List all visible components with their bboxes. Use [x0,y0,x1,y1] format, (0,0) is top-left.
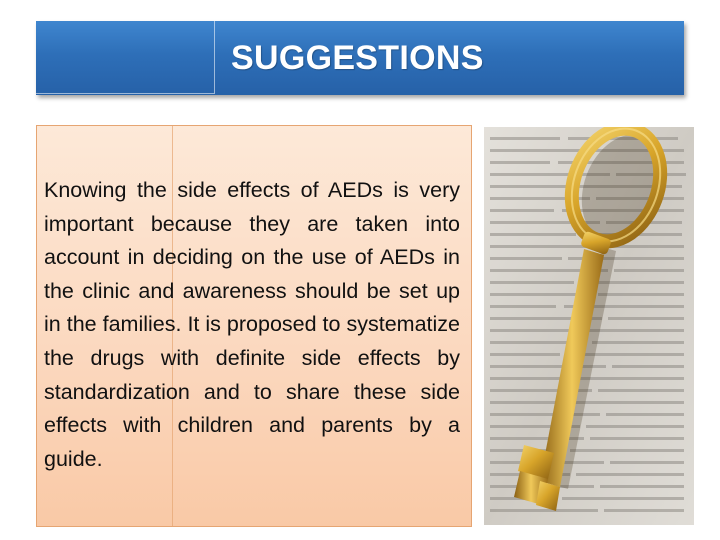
body-paragraph: Knowing the side effects of AEDs is very important because they are taken into account in deciding on the use of AEDs in the clinic and awareness should be set up in the families. It is proposed to systematize the drugs with definite side effects by standardization and to share these side effects with children and parents by a guide. [44,178,460,471]
title-bar-left-panel [36,21,215,94]
slide-title: SUGGESTIONS [231,39,484,77]
content-box [36,125,472,527]
key-on-newspaper-illustration [484,127,694,525]
key-photo [484,127,694,525]
title-bar [36,21,684,95]
